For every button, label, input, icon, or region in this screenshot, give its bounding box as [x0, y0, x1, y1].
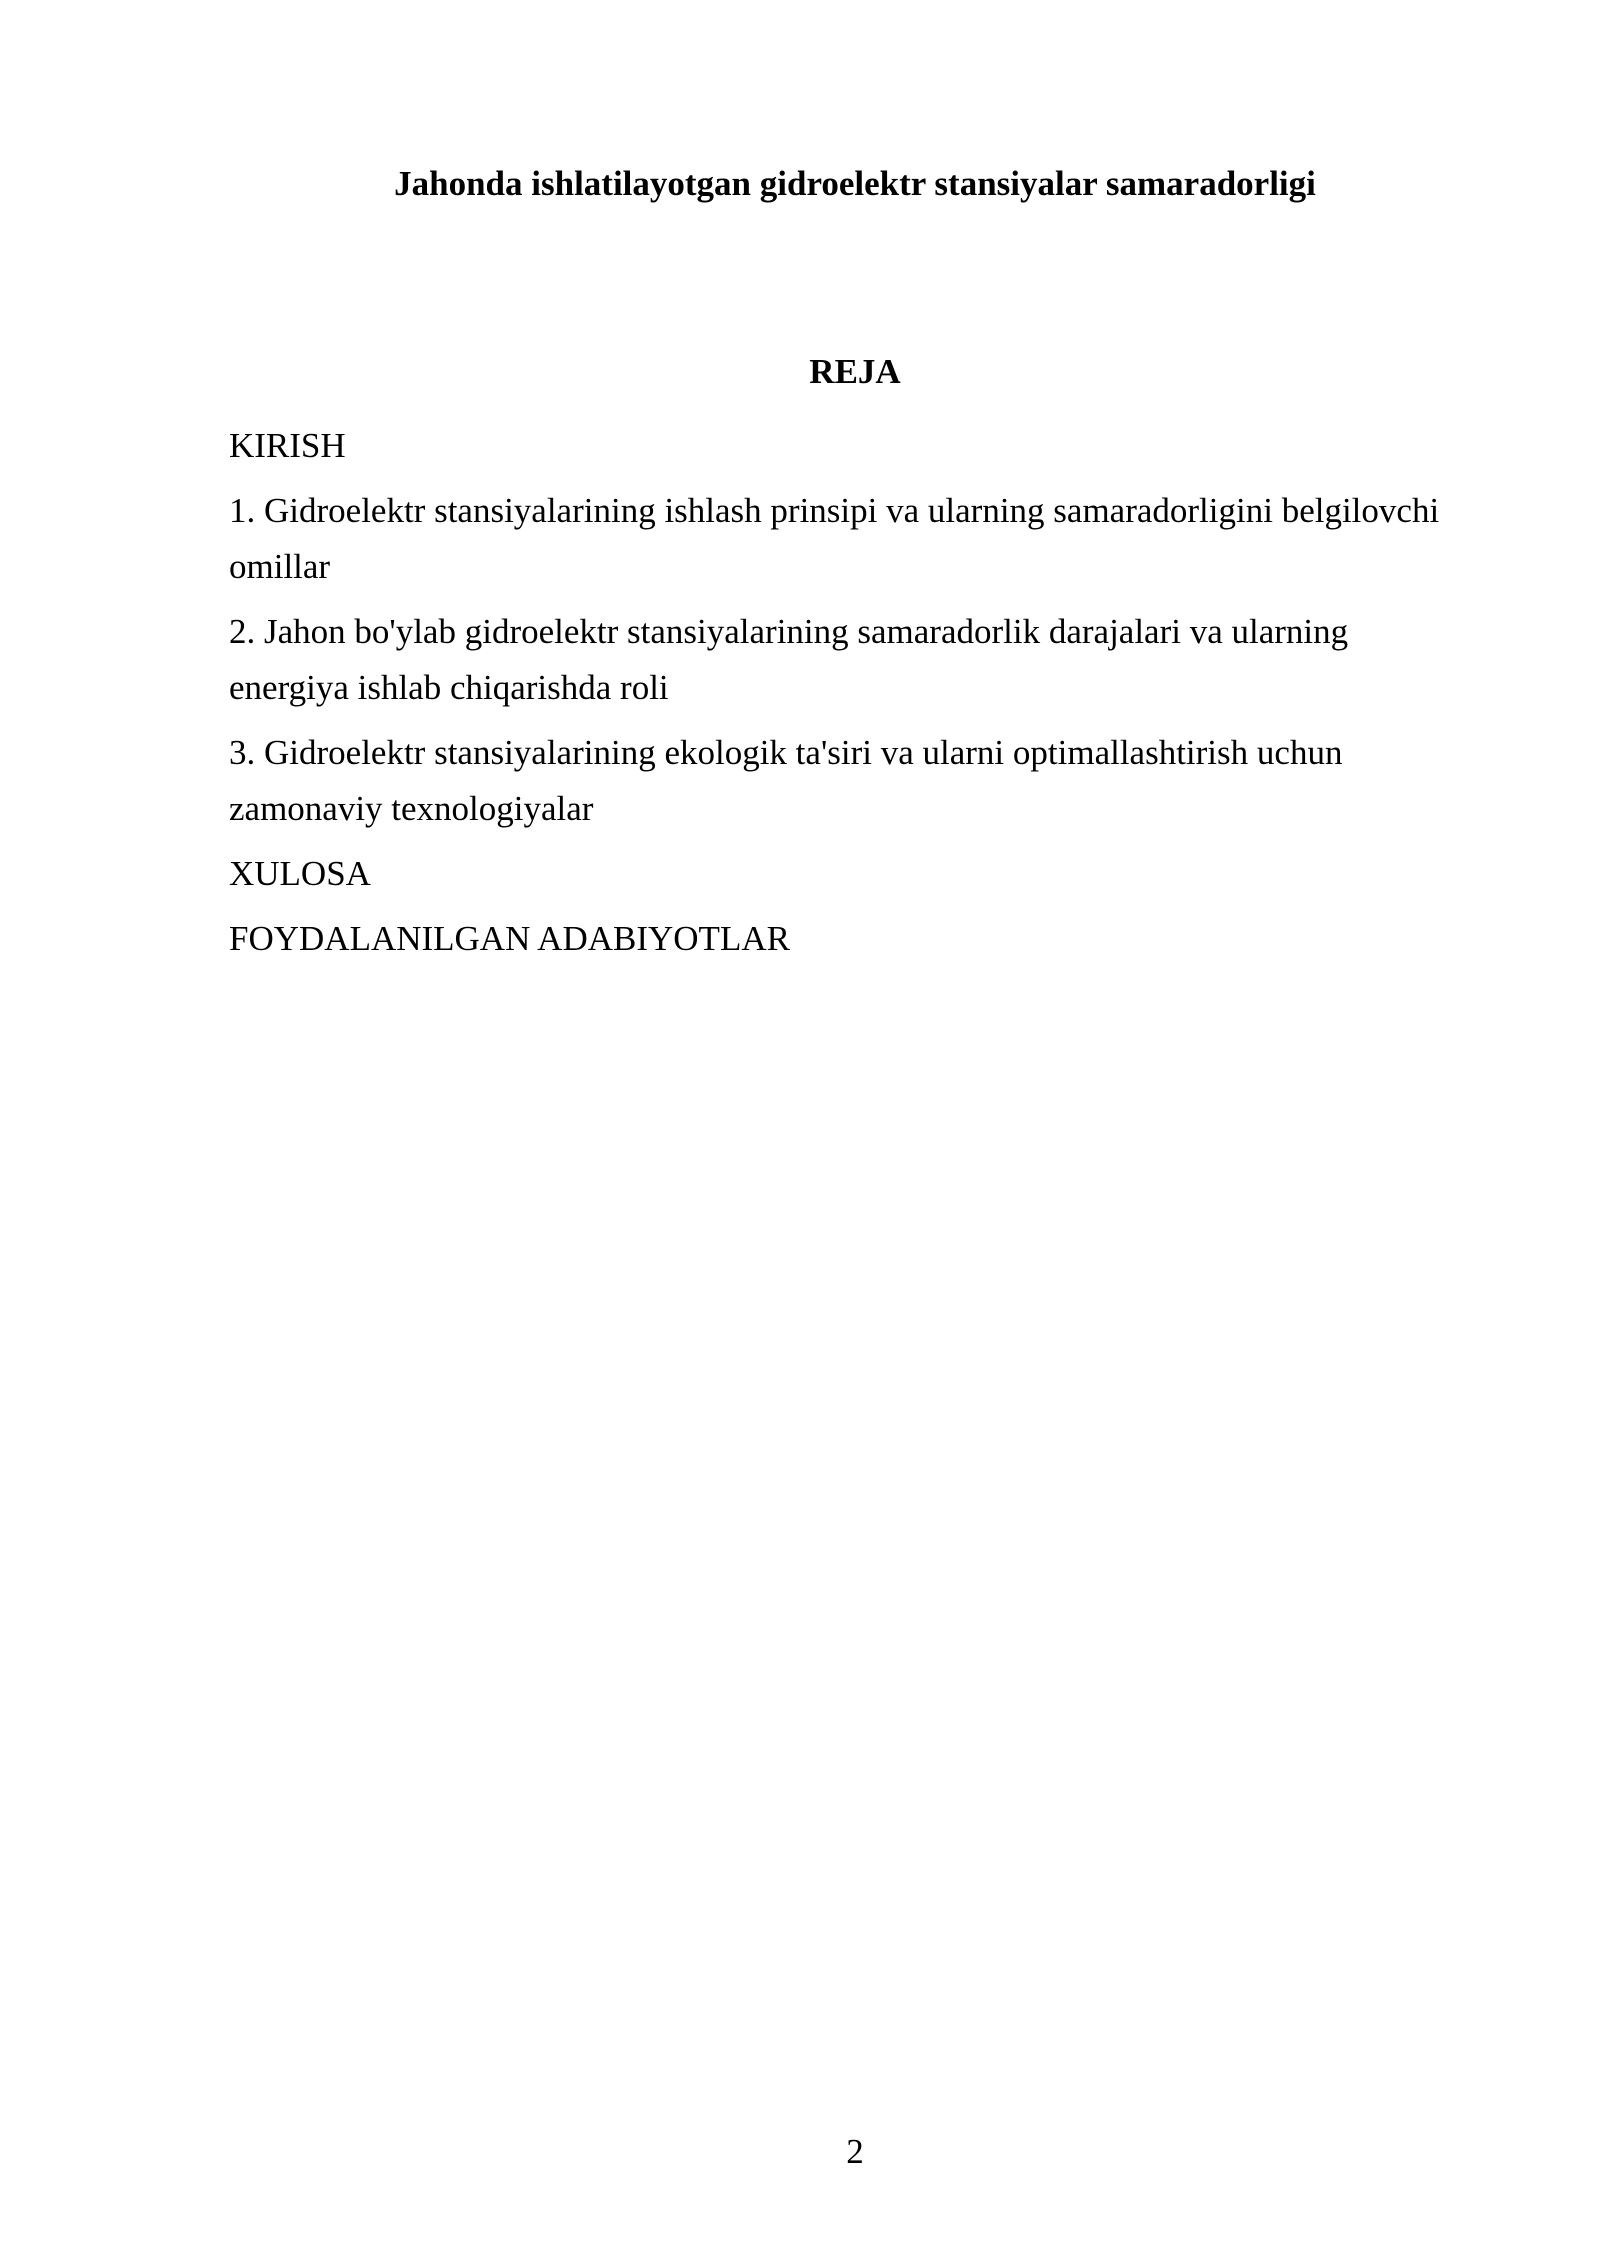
- page-number: 2: [846, 2132, 864, 2171]
- plan-item-conclusion: XULOSA: [229, 854, 371, 893]
- plan-heading: REJA: [809, 352, 901, 391]
- plan-item-2: 2. Jahon bo'ylab gidroelektr stansiyalarining samaradorlik darajalari va ularning energiya ishlab chiqarishda roli: [229, 612, 1349, 707]
- plan-item-references: FOYDALANILGAN ADABIYOTLAR: [229, 919, 790, 958]
- document-title: Jahonda ishlatilayotgan gidroelektr stansiyalar samaradorligi: [394, 164, 1316, 203]
- plan-item-3: 3. Gidroelektr stansiyalarining ekologik ta'siri va ularni optimallashtirish uchun zamonaviy texnologiyalar: [229, 733, 1343, 828]
- plan-item-introduction: KIRISH: [229, 426, 346, 465]
- plan-item-1: 1. Gidroelektr stansiyalarining ishlash prinsipi va ularning samaradorligini belgilovchi omillar: [229, 491, 1440, 586]
- plan-list: [229, 418, 1459, 976]
